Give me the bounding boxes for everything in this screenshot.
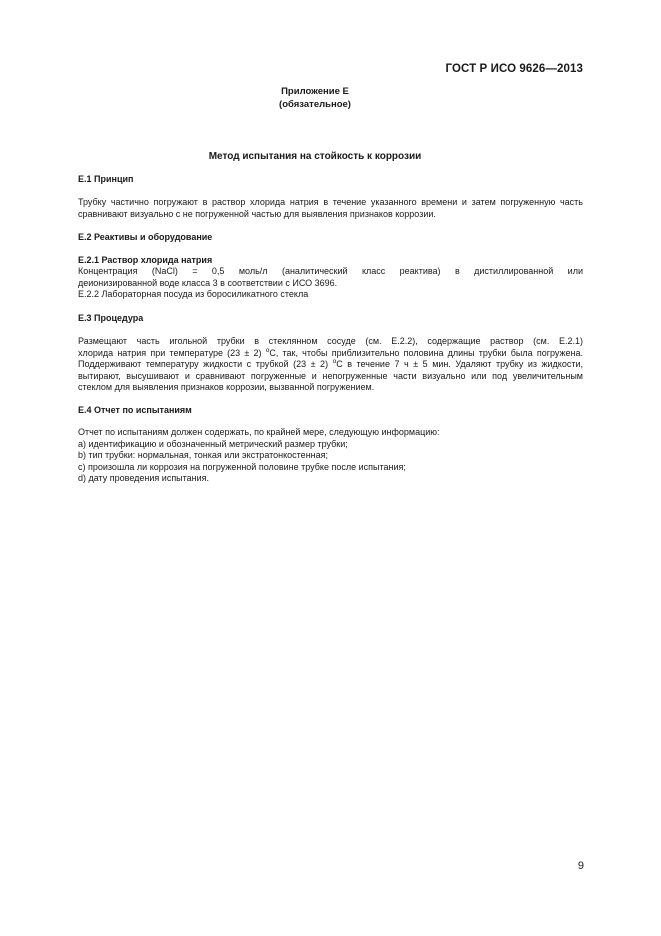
section-e21-body	[78, 266, 583, 301]
list-item: d) дату проведения испытания.	[78, 473, 210, 484]
section-e3-heading: Е.3 Процедура	[78, 313, 144, 323]
section-e22-line: Е.2.2 Лабораторная посуда из боросиликатного стекла	[78, 289, 309, 300]
section-e4-heading: Е.4 Отчет по испытаниям	[78, 405, 192, 415]
section-e21-line2: деионизированной воде класса 3 в соответствии с ИСО 3696.	[78, 277, 338, 288]
page-number: 9	[577, 860, 584, 872]
section-e4-body	[78, 427, 583, 485]
section-e3-line3-a: Поддерживают температуру жидкости с трубкой (23 ± 2)	[78, 359, 333, 370]
section-e1-heading: Е.1 Принцип	[78, 174, 134, 184]
section-e3-line1: Размещают часть игольной трубки в стеклянном сосуде (см. Е.2.2), содержащие раствор (см. Е.2.1)	[78, 336, 583, 346]
annex-title: Приложение Е	[281, 86, 349, 97]
section-e3-line2-a: хлорида натрия при температуре (23 ± 2)	[78, 347, 266, 358]
section-e1-text: Трубку частично погружают в раствор хлорида натрия в течение указанного времени и затем погруженную часть сравнивают визуально с не погруженной частью для выявления признаков коррозии.	[78, 197, 583, 219]
section-e3-line2	[78, 348, 583, 360]
section-e3-line5: стеклом для выявления признаков коррозии, вызванной погружением.	[78, 382, 375, 393]
annex-header	[0, 86, 630, 111]
section-e3-line4: вытирают, высушивают и сравнивают погруженные и непогруженные части визуально или под увеличительным	[78, 370, 583, 381]
section-e21-line1: Концентрация (NaCl) = 0,5 моль/л (аналитический класс реактива) в дистиллированной или	[78, 266, 583, 276]
list-item: а) идентификацию и обозначенный метрический размер трубки;	[78, 438, 348, 449]
degree-sign: о	[265, 346, 270, 354]
section-e3-line3-b: С в течение 7 ч ± 5 мин. Удаляют трубку из жидкости,	[336, 359, 584, 370]
annex-status: (обязательное)	[279, 98, 351, 110]
section-e21-heading: Е.2.1 Раствор хлорида натрия	[78, 255, 213, 265]
section-e4-intro: Отчет по испытаниям должен содержать, по крайней мере, следующую информацию:	[78, 427, 440, 437]
list-item: c) произошла ли коррозия на погруженной половине трубке после испытания;	[78, 461, 406, 472]
section-e3-line2-b: С, так, чтобы приблизительно половина длины трубки была погружена.	[269, 347, 583, 358]
degree-sign: о	[332, 358, 337, 366]
section-e3-body	[78, 336, 583, 394]
section-e1-body	[78, 197, 583, 220]
section-e2-heading: Е.2 Реактивы и оборудование	[78, 232, 213, 242]
section-e3-line3	[78, 359, 583, 371]
appendix-title: Метод испытания на стойкость к коррозии	[208, 151, 422, 162]
document-code: ГОСТ Р ИСО 9626—2013	[445, 63, 583, 75]
list-item: b) тип трубки: нормальная, тонкая или экстратонкостенная;	[78, 450, 329, 461]
